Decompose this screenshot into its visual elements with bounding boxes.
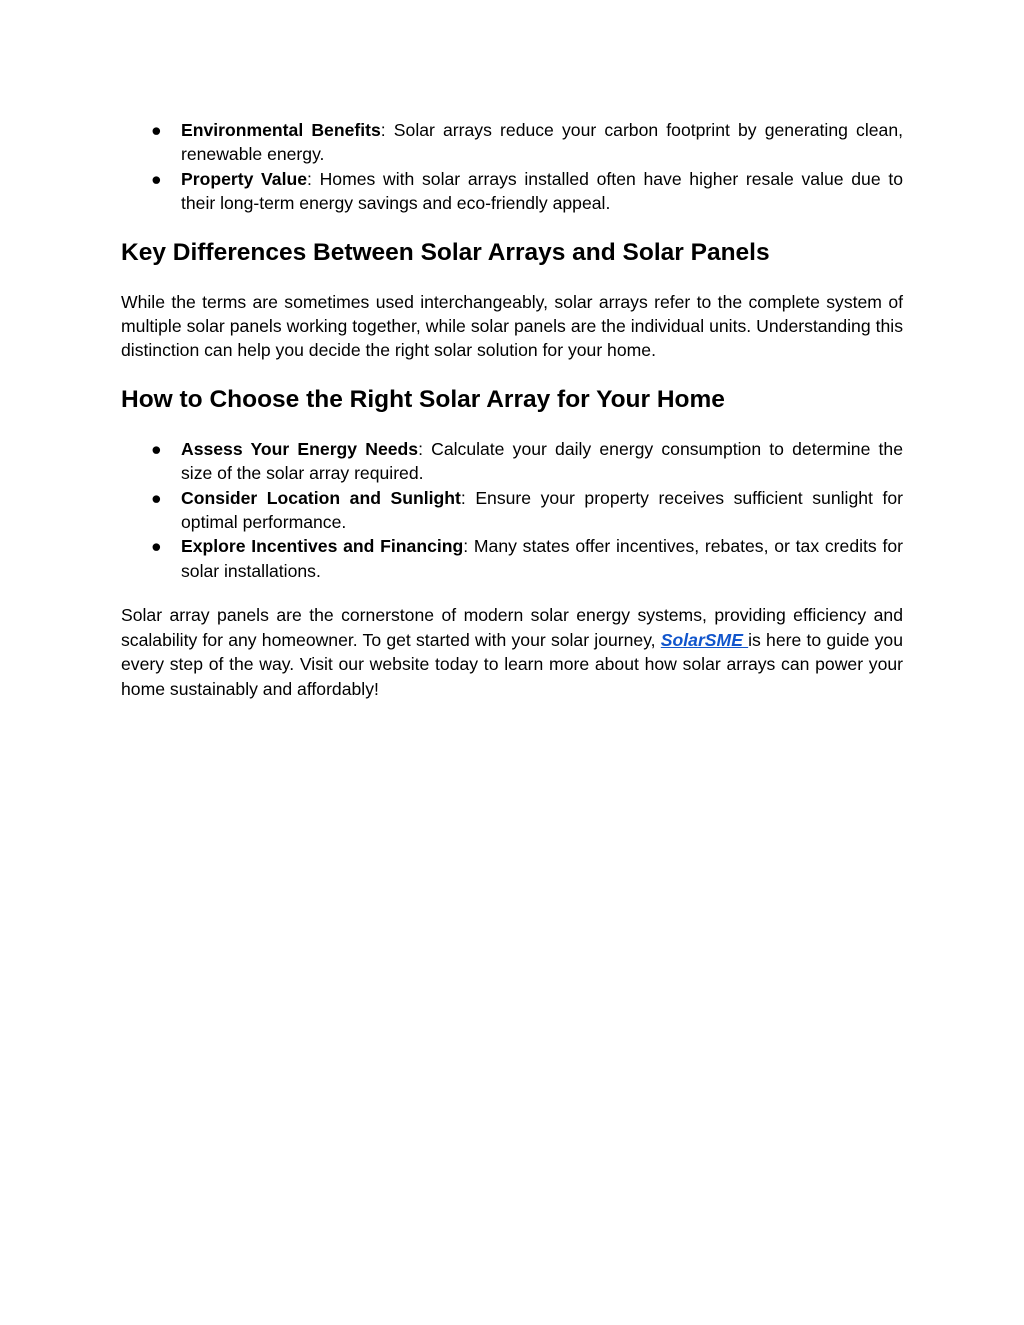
list-item-text: : Homes with solar arrays installed often have higher resale value due to their long-term energy savings and eco-friendly appeal. [181,168,903,214]
choose-list [121,437,903,583]
bullet-icon: ● [151,438,162,459]
list-item-text: : Many states offer incentives, rebates, or tax credits for solar installations. [181,536,903,581]
bullet-icon: ● [151,168,162,189]
closing-paragraph [121,603,903,701]
list-item [121,486,903,535]
bullet-icon: ● [151,487,162,508]
list-item-text: : Calculate your daily energy consumption to determine the size of the solar array required. [181,438,904,484]
differences-paragraph: While the terms are sometimes used interchangeably, solar arrays refer to the complete system of multiple solar panels working together, while solar panels are the individual units. Understanding this distinction can help you decide the right solar solution for your home. [121,291,903,361]
benefits-list [121,118,903,216]
document-page [121,118,903,701]
section-heading-differences: Key Differences Between Solar Arrays and Solar Panels [121,238,770,266]
bullet-icon: ● [151,536,162,557]
list-item [121,437,903,486]
list-item-term: Explore Incentives and Financing [181,536,464,557]
list-item [121,534,903,583]
bullet-icon: ● [151,120,162,140]
closing-text-before: Solar array panels are the cornerstone of modern solar energy systems, providing efficiency and scalability for any homeowner. To get started with your solar journey, [121,605,903,650]
list-item-text: : Ensure your property receives sufficient sunlight for optimal performance. [181,487,903,533]
list-item [121,118,903,167]
section-heading-choose: How to Choose the Right Solar Array for Your Home [121,385,725,413]
list-item-term: Consider Location and Sunlight [181,487,461,508]
list-item-text: : Solar arrays reduce your carbon footprint by generating clean, renewable energy. [181,120,903,165]
list-item-term: Environmental Benefits [181,120,381,140]
closing-text-after: is here to guide you every step of the way. Visit our website today to learn more about how solar arrays can power your home sustainably and affordably! [121,629,903,699]
solarsme-link[interactable]: SolarSME [660,629,749,650]
list-item-term: Property Value [181,168,308,189]
list-item [121,167,903,216]
list-item-term: Assess Your Energy Needs [181,438,419,459]
